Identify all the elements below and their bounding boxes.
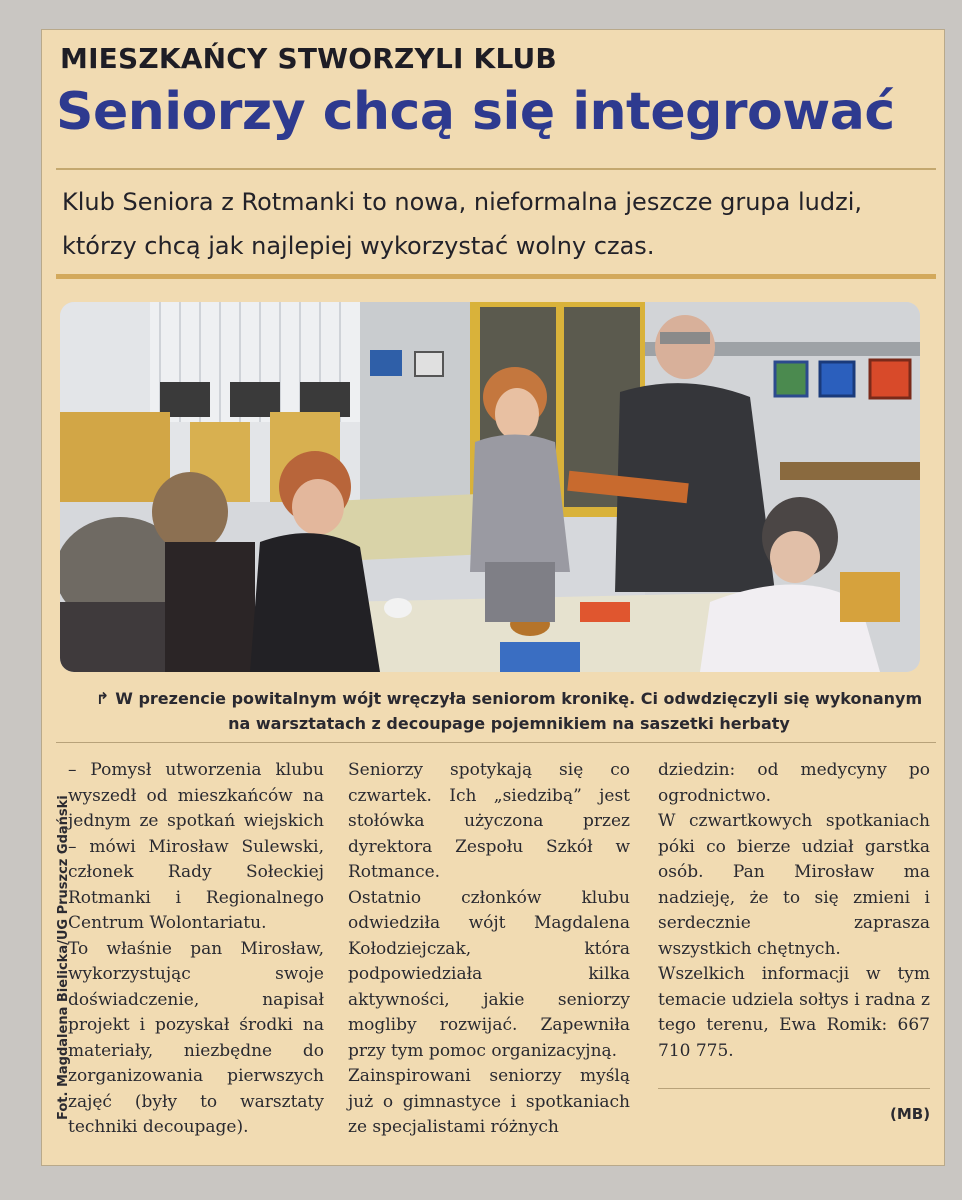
photo-illustration [60,302,920,672]
divider-thick [56,274,936,279]
paragraph: Wszelkich informacji w tym temacie udziela sołtys i radna z tego terenu, Ewa Romik: 667 710 775. [658,964,930,1061]
caption-arrow-icon: ↱ [95,689,110,708]
article-lead: Klub Seniora z Rotmanki to nowa, nieformalna jeszcze grupa ludzi, którzy chcą jak najlepiej wykorzystać wolny czas. [62,188,863,260]
paragraph: Ostatnio członków klubu odwiedziła wójt Magdalena Kołodziejczak, która podpowiedziała kilka aktywności, jakie seniorzy mogliby rozwijać. Zapewniła przy tym pomoc organizacyjną. [348,887,630,1061]
article-headline: Seniorzy chcą się integrować [56,82,895,142]
article-column-1 [68,758,324,1141]
author-signature: (MB) [890,1105,931,1123]
paragraph: W czwartkowych spotkaniach póki co bierze udział garstka osób. Pan Mirosław ma nadzieję, że to się zmieni i serdecznie zaprasza wszystkich chętnych. [658,811,930,959]
divider [56,168,936,170]
paragraph: Seniorzy spotykają się co czwartek. Ich „siedzibą” jest stołówka użyczona przez dyrektora Zespołu Szkół w Rotmance. [348,760,630,882]
photo-credit-text: Fot. Magdalena Bielicka/UG Pruszcz Gdański [56,795,71,1120]
paragraph: Zainspirowani seniorzy myślą już o gimnastyce i spotkaniach ze specjalistami różnych [348,1066,630,1137]
article-photo [60,302,920,672]
newspaper-clipping [42,30,944,1165]
photo-caption-text: W prezencie powitalnym wójt wręczyła seniorom kronikę. Ci odwdzięczyli się wykonanym na warsztatach z decoupage pojemnikiem na saszetki herbaty [115,689,923,733]
photo-caption [84,686,934,736]
paragraph: To właśnie pan Mirosław, wykorzystując swoje doświadczenie, napisał projekt i pozyskał środki na materiały, niezbędne do zorganizowania pierwszych zajęć (były to warsztaty techniki decoupage). [68,938,324,1137]
paragraph: – Pomysł utworzenia klubu wyszedł od mieszkańców na jednym ze spotkań wiejskich – mówi Mirosław Sulewski, członek Rady Sołeckiej Rotmanki i Regionalnego Centrum Wolontariatu. [68,760,324,933]
article-column-3 [658,758,930,1064]
divider [56,742,936,743]
article-kicker: MIESZKAŃCY STWORZYLI KLUB [60,42,557,75]
paragraph: dziedzin: od medycyny po ogrodnictwo. [658,760,930,806]
article-column-2 [348,758,630,1141]
divider [658,1088,930,1089]
